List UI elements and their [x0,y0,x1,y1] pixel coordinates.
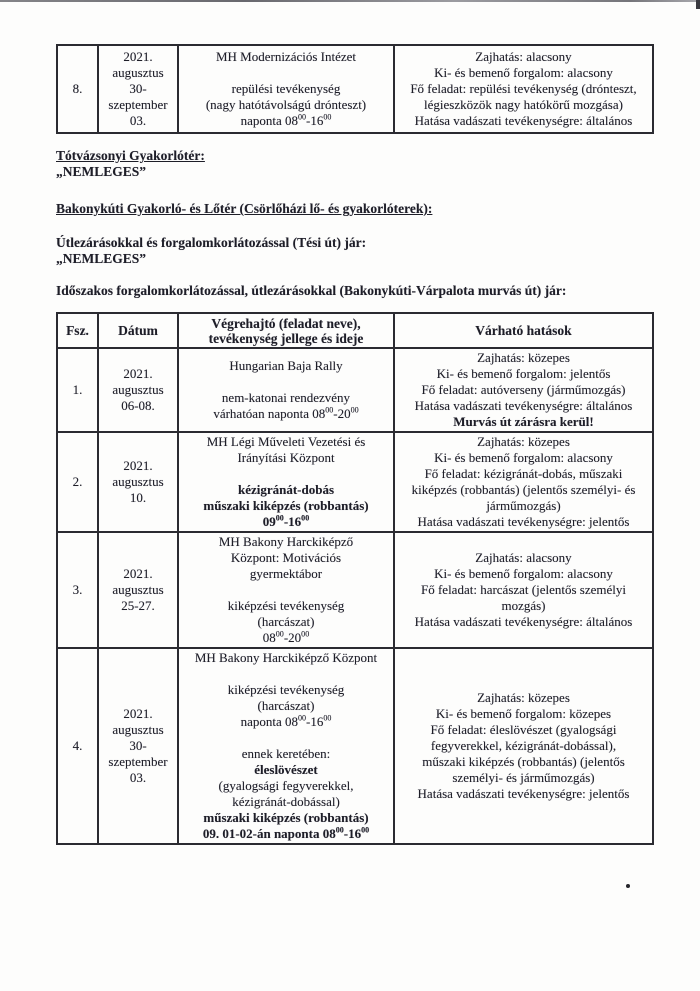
text-line [182,466,390,482]
text-line: szeptember [108,754,168,769]
text-line: Fő feladat: repülési tevékenység (drónteszt, [410,81,637,96]
text-line: (harcászat) [257,614,315,629]
text-line: Zajhatás: közepes [477,350,570,365]
text-line: kézigránát-dobással) [232,794,340,809]
text-line: nem-katonai rendezvény [221,390,351,405]
cell-vegrehajto [178,45,394,133]
text-line: 10. [129,490,147,505]
text-line: $08^{00}-20^{00}$ [262,629,310,645]
text-line: kiképzés (robbantás) (jelentős személyi- és [411,482,636,497]
text-line: Hatása vadászati tevékenységre: általános [414,113,633,128]
cell-hatasok [394,648,653,844]
cell-vegrehajto [178,432,394,532]
text-line: Hatása vadászati tevékenységre: jelentős [417,786,630,801]
heading-idoszakos-forgalomkorlatozas: Időszakos forgalomkorlátozással, útlezárásokkal (Bakonykúti-Várpalota murvás út) jár: [56,283,567,298]
continuation-table-body [57,45,653,133]
text-line: gyermektábor [249,566,323,581]
text-line: Ki- és bemenő forgalom: közepes [435,706,612,721]
cell-vegrehajto [178,532,394,648]
main-activity-table [56,312,654,845]
text-line: 25-27. [121,598,155,613]
text-line: 2021. [123,49,153,64]
text-line: Irányítási Központ [237,450,335,465]
text-line: (harcászat) [257,698,315,713]
cell-fsz: 1. [57,348,98,432]
cell-hatasok [394,532,653,648]
text-line: Zajhatás: alacsony [475,550,572,565]
text-line: Zajhatás: közepes [477,690,570,705]
text-line: augusztus [112,474,164,489]
header-row [57,313,653,348]
cell-vegrehajto [178,648,394,844]
text-line: Ki- és bemenő forgalom: alacsony [434,65,613,80]
text-line: Murvás út zárásra kerül! [453,414,594,429]
text-line: Fő feladat: kézigránát-dobás, műszaki [424,466,623,481]
text-line: kiképzési tevékenység [227,682,345,697]
text-line: kiképzési tevékenység [227,598,345,613]
text-line: augusztus [112,582,164,597]
text-line: személyi- és járműmozgás) [452,770,595,785]
text-line: légieszközök nagy hatókörű mozgása) [424,97,623,112]
text-line: 2021. [123,458,153,473]
text-line: 09. 01-02-án naponta $08^{00}-16^{00}$ [202,825,370,841]
text-line: 03. [129,770,147,785]
text-line: MH Modernizációs Intézet [215,49,357,64]
text-line: (gyalogsági fegyverekkel, [218,778,354,793]
text-line: fegyverekkel, kézigránát-dobással), [430,738,617,753]
text-line: Hungarian Baja Rally [229,358,343,373]
text-line: MH Bakony Harckiképző Központ [194,650,378,665]
cell-hatasok [394,348,653,432]
cell-fsz: 2. [57,432,98,532]
cell-fsz: 8. [57,45,98,133]
text-line: naponta $08^{00}-16^{00}$ [240,112,332,128]
text-line: 2021. [123,366,153,381]
text-line: műszaki kiképzés (robbantás) [203,810,369,825]
header-datum: Dátum [98,313,178,348]
text-line: Központ: Motivációs [230,550,342,565]
text-line: naponta $08^{00}-16^{00}$ [240,713,332,729]
text-line: ennek keretében: [241,746,331,761]
text-line: éleslövészet [254,762,318,777]
text-line: várhatóan naponta $08^{00}-20^{00}$ [213,405,359,421]
table-row [57,45,653,133]
text-line: Ki- és bemenő forgalom: alacsony [434,566,613,581]
text-line: Hatása vadászati tevékenységre: jelentős [417,514,630,529]
cell-hatasok [394,432,653,532]
text-line: 30- [129,738,147,753]
text-line: Fő feladat: éleslövészet (gyalogsági [430,722,617,737]
cell-fsz: 3. [57,532,98,648]
text-line [182,65,390,81]
text-line: augusztus [112,65,164,80]
text-line: $09^{00}-16^{00}$ [262,513,310,529]
header-vegrehajto [178,313,394,348]
text-line: 06-08. [121,398,155,413]
cell-datum [98,648,178,844]
table-row [57,432,653,532]
cell-datum [98,45,178,133]
text-line: 2021. [123,566,153,581]
header-fsz: Fsz. [57,313,98,348]
header-vegrehajto-line2: tevékenység jellege és ideje [208,330,364,346]
continuation-activity-table [56,44,654,134]
scan-artifact-dot [626,884,630,888]
main-table-body [57,348,653,844]
cell-datum [98,532,178,648]
text-line: járműmozgás) [486,498,561,513]
text-line: Zajhatás: közepes [477,434,570,449]
heading-bakonykuti-gyakorlo-loter: Bakonykúti Gyakorló- és Lőtér (Csörlőházi lő- és gyakorlóterek): [56,201,433,216]
text-line [182,666,390,682]
header-varhato-hatasok: Várható hatások [394,313,653,348]
text-line: Fő feladat: harcászat (jelentős személyi [420,582,627,597]
text-line: műszaki kiképzés (robbantás) (jelentős [422,754,625,769]
heading-totvazsonyi-gyakorloter: Tótvázsonyi Gyakorlótér: [56,148,205,163]
table-row [57,532,653,648]
cell-fsz: 4. [57,648,98,844]
text-line [182,374,390,390]
text-line: 03. [129,113,147,128]
text-line: Ki- és bemenő forgalom: jelentős [436,366,611,381]
table-row [57,348,653,432]
table-row [57,648,653,844]
cell-vegrehajto [178,348,394,432]
text-line: mozgás) [501,598,546,613]
text-line: Hatása vadászati tevékenységre: általános [414,398,633,413]
text-line: kézigránát-dobás [237,482,335,497]
status-nemleges-2: „NEMLEGES” [56,251,147,266]
text-line: repülési tevékenység [231,81,341,96]
text-line: Zajhatás: alacsony [475,49,572,64]
text-line: műszaki kiképzés (robbantás) [203,498,369,513]
text-line: MH Bakony Harckiképző [218,534,354,549]
header-vegrehajto-line1: Végrehajtó (feladat neve), [211,315,361,331]
text-line: Fő feladat: autóverseny (járműmozgás) [421,382,626,397]
text-line [182,582,390,598]
text-line: (nagy hatótávolságú drónteszt) [205,97,367,112]
text-line: augusztus [112,722,164,737]
text-line: augusztus [112,382,164,397]
cell-datum [98,432,178,532]
text-line: szeptember [108,97,168,112]
text-line: Hatása vadászati tevékenységre: általános [414,614,633,629]
text-line: MH Légi Műveleti Vezetési és [206,434,366,449]
status-nemleges-1: „NEMLEGES” [56,164,147,179]
text-line [182,730,390,746]
text-line: 30- [129,81,147,96]
scan-artifact-top-line [0,0,700,2]
text-line: 2021. [123,706,153,721]
cell-datum [98,348,178,432]
main-table-header [57,313,653,348]
text-line: Ki- és bemenő forgalom: alacsony [434,450,613,465]
cell-hatasok [394,45,653,133]
heading-utlezarasok-tesi-ut: Útlezárásokkal és forgalomkorlátozással (Tési út) jár: [56,235,367,250]
scan-artifact-corner-mark [696,0,700,9]
